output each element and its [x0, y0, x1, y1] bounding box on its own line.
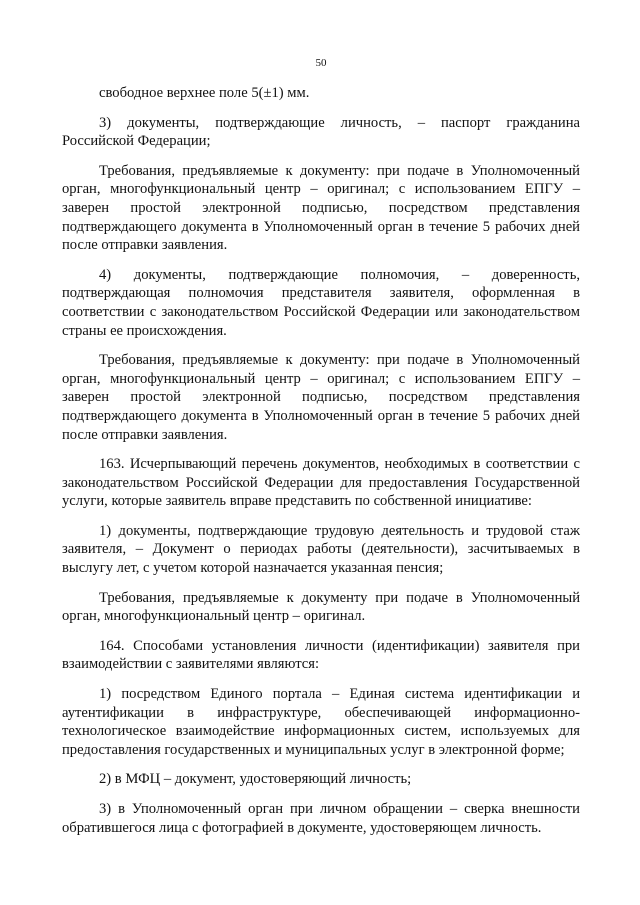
- paragraph-mfc-identification: 2) в МФЦ – документ, удостоверяющий личность;: [99, 771, 412, 788]
- paragraph-identity-requirements: Требования, предъявляемые к документу: при подаче в Уполномоченный орган, многофункциональный центр – оригинал; с использованием ЕПГУ – заверен простой электронной подписью, посредством представления подтверждающего документа в Уполномоченный орган в течение 5 рабочих дней после отправки заявления.: [62, 162, 580, 254]
- paragraph-work-experience-documents: 1) документы, подтверждающие трудовую деятельность и трудовой стаж заявителя, – Документ о периодах работы (деятельности), засчитываемых в выслугу лет, с учетом которой назначается указанная пенсия;: [62, 522, 580, 577]
- paragraph-in-person-identification: 3) в Уполномоченный орган при личном обращении – сверка внешности обратившегося лица с фотографией в документе, удостоверяющем личность.: [62, 801, 580, 836]
- page-number: 50: [315, 57, 327, 69]
- paragraph-identity-documents: 3) документы, подтверждающие личность, – паспорт гражданина Российской Федерации;: [62, 114, 580, 150]
- paragraph-work-experience-requirements: Требования, предъявляемые к документу при подаче в Уполномоченный орган, многофункциональный центр – оригинал.: [62, 589, 580, 625]
- document-page: [62, 56, 580, 848]
- paragraph-unified-portal-identification: 1) посредством Единого портала – Единая система идентификации и аутентификации в инфраструктуре, обеспечивающей информационно-технологическое взаимодействие информационных систем, используемых для предоставления государственных и муниципальных услуг в электронной форме;: [62, 686, 580, 758]
- paragraph-163-optional-documents: 163. Исчерпывающий перечень документов, необходимых в соответствии с законодательством Российской Федерации для предоставления Государственной услуги, которые заявитель вправе представить по собственной инициативе:: [62, 456, 580, 510]
- paragraph-top-margin-requirement: свободное верхнее поле 5(±1) мм.: [99, 85, 310, 101]
- paragraph-authority-requirements: Требования, предъявляемые к документу: при подаче в Уполномоченный орган, многофункциональный центр – оригинал; с использованием ЕПГУ – заверен простой электронной подписью, посредством представления подтверждающего документа в Уполномоченный орган в течение 5 рабочих дней после отправки заявления.: [62, 352, 580, 443]
- paragraph-164-identification-methods: 164. Способами установления личности (идентификации) заявителя при взаимодействии с заявителями являются:: [62, 637, 580, 673]
- paragraph-authority-documents: 4) документы, подтверждающие полномочия, – доверенность, подтверждающая полномочия представителя заявителя, оформленная в соответствии с законодательством Российской Федерации или законодательством страны ее происхождения.: [62, 266, 580, 339]
